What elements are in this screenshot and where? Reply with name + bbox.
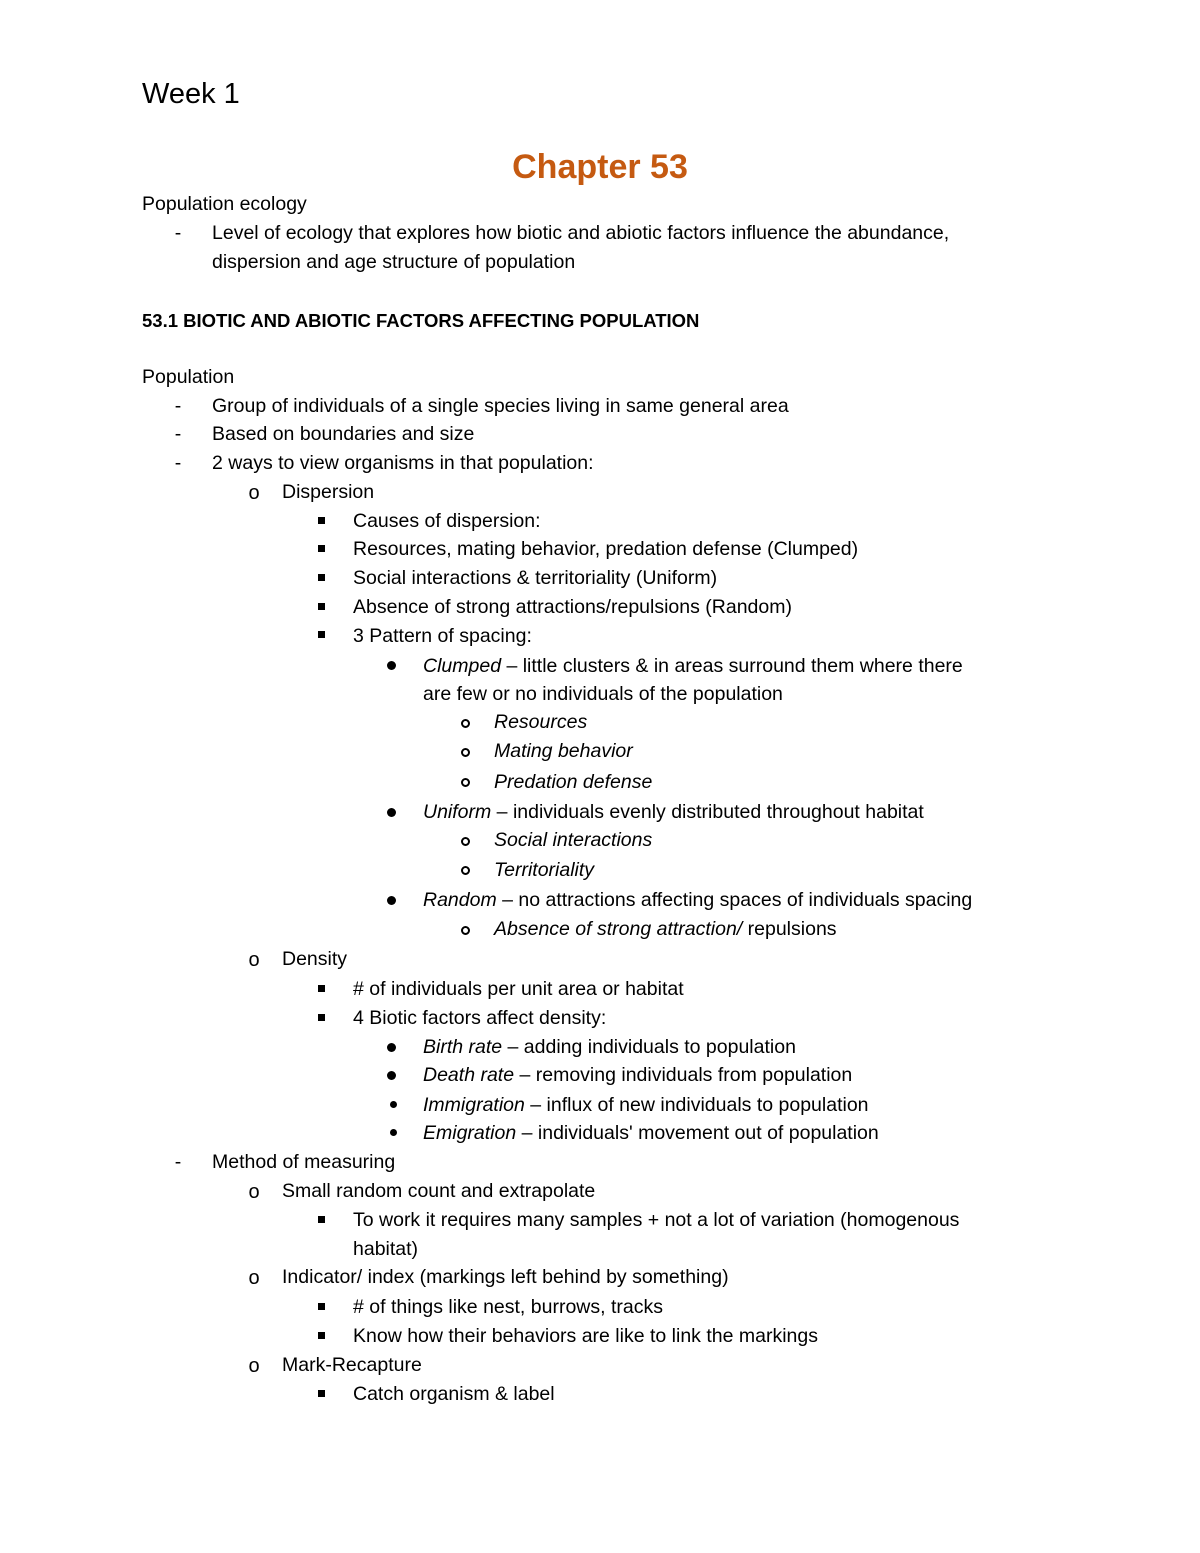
population-item: 2 ways to view organisms in that population:	[212, 452, 594, 474]
random-cause-italic: Absence of strong attraction/	[494, 918, 743, 940]
round-bullet	[387, 896, 396, 905]
round-bullet	[390, 1129, 397, 1136]
uniform-name: Uniform	[423, 801, 492, 823]
dispersion-label: Dispersion	[282, 481, 375, 503]
intro-term: Population ecology	[142, 193, 307, 215]
density-factor	[423, 1124, 879, 1144]
ring-bullet	[461, 837, 470, 846]
uniform-desc: – individuals evenly distributed throughout habitat	[491, 801, 924, 823]
clumped-cause: Mating behavior	[494, 740, 633, 762]
dispersion-item: 3 Pattern of spacing:	[353, 625, 532, 647]
indicator-label: Indicator/ index (markings left behind by something)	[282, 1266, 729, 1288]
circle-bullet: o	[248, 1355, 260, 1377]
measuring-label: Method of measuring	[212, 1151, 396, 1173]
population-term: Population	[142, 366, 235, 388]
ring-bullet	[461, 778, 470, 787]
dash-bullet: -	[174, 222, 182, 244]
population-item: Group of individuals of a single species living in same general area	[212, 395, 789, 417]
square-bullet	[318, 985, 325, 992]
small-random-note-line1: To work it requires many samples + not a lot of variation (homogenous	[353, 1209, 960, 1231]
week-title: Week 1	[142, 78, 240, 110]
density-factor	[423, 1038, 796, 1058]
clumped-cause: Predation defense	[494, 771, 653, 793]
square-bullet	[318, 545, 325, 552]
clumped-cause: Resources	[494, 711, 588, 733]
population-item: Based on boundaries and size	[212, 423, 475, 445]
factor-name: Death rate	[423, 1064, 515, 1086]
square-bullet	[318, 1303, 325, 1310]
uniform-cause: Social interactions	[494, 829, 653, 851]
dispersion-item: Causes of dispersion:	[353, 510, 541, 532]
indicator-item: # of things like nest, burrows, tracks	[353, 1296, 663, 1318]
factor-name: Emigration	[423, 1122, 517, 1144]
factor-desc: – influx of new individuals to population	[524, 1094, 869, 1116]
factor-name: Birth rate	[423, 1036, 503, 1058]
section-heading: 53.1 BIOTIC AND ABIOTIC FACTORS AFFECTING POPULATION	[142, 310, 700, 331]
factor-desc: – removing individuals from population	[514, 1064, 853, 1086]
random-cause-plain: repulsions	[742, 918, 837, 940]
square-bullet	[318, 574, 325, 581]
density-factor	[423, 1096, 869, 1116]
square-bullet	[318, 603, 325, 610]
random-desc: – no attractions affecting spaces of individuals spacing	[496, 889, 973, 911]
circle-bullet: o	[248, 1267, 260, 1289]
density-label: Density	[282, 948, 348, 970]
chapter-title: Chapter 53	[512, 148, 688, 186]
mark-recapture-item: Catch organism & label	[353, 1383, 555, 1405]
factor-desc: – adding individuals to population	[502, 1036, 796, 1058]
circle-bullet: o	[248, 482, 260, 504]
dash-bullet: -	[174, 1151, 182, 1173]
square-bullet	[318, 1216, 325, 1223]
clumped-desc: – little clusters & in areas surround them where there	[501, 655, 963, 677]
clumped-line1	[423, 657, 963, 677]
factor-desc: – individuals' movement out of population	[516, 1122, 879, 1144]
square-bullet	[318, 1390, 325, 1397]
density-factor	[423, 1066, 852, 1086]
ring-bullet	[461, 926, 470, 935]
round-bullet	[390, 1101, 397, 1108]
dispersion-item: Social interactions & territoriality (Uniform)	[353, 567, 718, 589]
small-random-label: Small random count and extrapolate	[282, 1180, 596, 1202]
factor-name: Immigration	[423, 1094, 525, 1116]
indicator-item: Know how their behaviors are like to link the markings	[353, 1325, 818, 1347]
uniform-cause: Territoriality	[494, 859, 595, 881]
dash-bullet: -	[174, 423, 182, 445]
ring-bullet	[461, 719, 470, 728]
intro-definition-line2: dispersion and age structure of population	[212, 251, 576, 273]
random-line	[423, 891, 972, 911]
density-item: # of individuals per unit area or habitat	[353, 978, 684, 1000]
ring-bullet	[461, 866, 470, 875]
clumped-name: Clumped	[423, 655, 502, 677]
random-name: Random	[423, 889, 497, 911]
circle-bullet: o	[248, 1181, 260, 1203]
clumped-line2: are few or no individuals of the population	[423, 683, 783, 705]
square-bullet	[318, 631, 325, 638]
small-random-note-line2: habitat)	[353, 1238, 419, 1260]
dash-bullet: -	[174, 395, 182, 417]
round-bullet	[387, 661, 396, 670]
density-item: 4 Biotic factors affect density:	[353, 1007, 607, 1029]
dash-bullet: -	[174, 452, 182, 474]
dispersion-item: Resources, mating behavior, predation defense (Clumped)	[353, 538, 859, 560]
square-bullet	[318, 517, 325, 524]
round-bullet	[387, 808, 396, 817]
ring-bullet	[461, 748, 470, 757]
intro-definition-line1: Level of ecology that explores how biotic and abiotic factors influence the abundance,	[212, 222, 950, 244]
square-bullet	[318, 1014, 325, 1021]
random-cause	[494, 920, 837, 940]
round-bullet	[387, 1071, 396, 1080]
mark-recapture-label: Mark-Recapture	[282, 1354, 422, 1376]
uniform-line	[423, 803, 924, 823]
square-bullet	[318, 1332, 325, 1339]
circle-bullet: o	[248, 949, 260, 971]
dispersion-item: Absence of strong attractions/repulsions (Random)	[353, 596, 792, 618]
round-bullet	[387, 1043, 396, 1052]
